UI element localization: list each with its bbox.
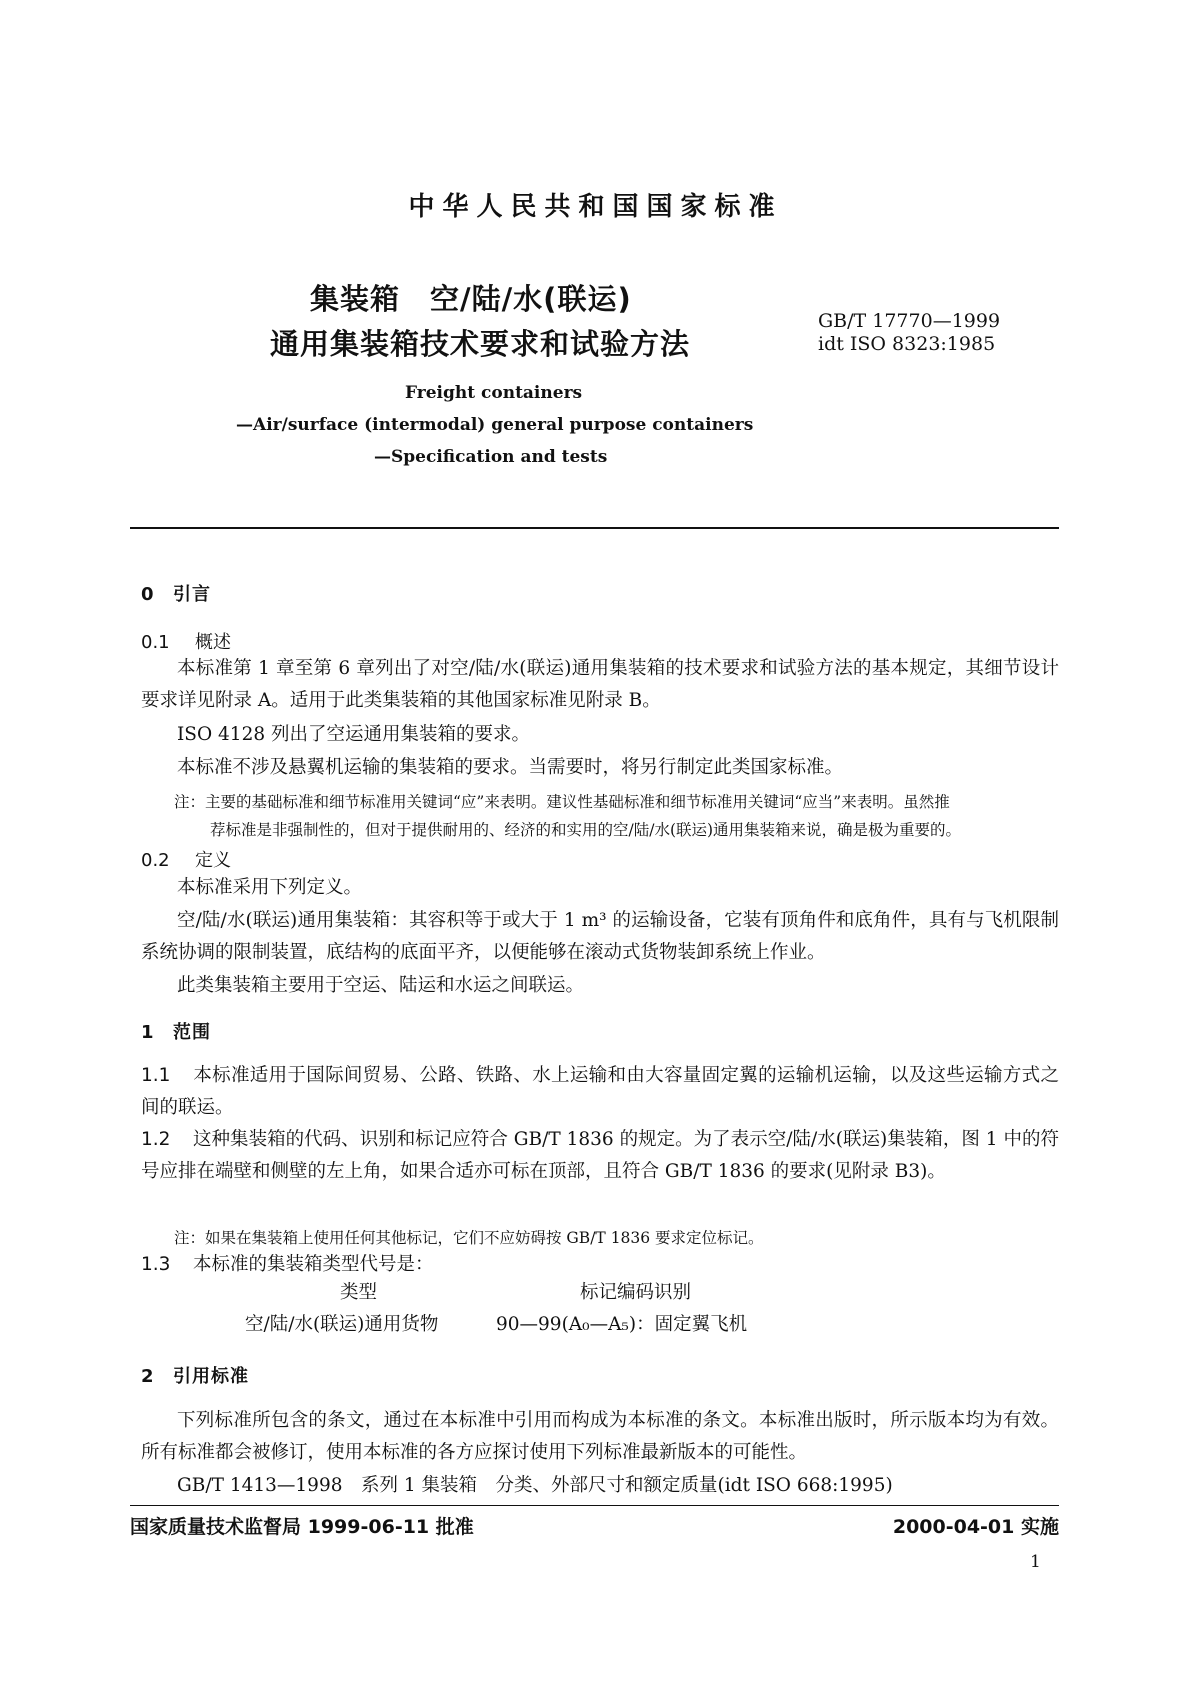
clause-0-1-heading xyxy=(141,628,231,654)
normative-references-paragraph: 下列标准所包含的条文，通过在本标准中引用而构成为本标准的条文。本标准出版时，所示版本均为有效。所有标准都会被修订，使用本标准的各方应探讨使用下列标准最新版本的可能性。 xyxy=(141,1410,1059,1463)
normative-reference-item: GB/T 1413—1998 系列 1 集装箱 分类、外部尺寸和额定质量(idt ISO 668:1995) xyxy=(177,1475,893,1496)
clause-1-1 xyxy=(141,1060,1059,1124)
header-divider xyxy=(130,527,1059,529)
clause-text: 本标准的集装箱类型代号是： xyxy=(193,1254,434,1275)
section-number: 1 xyxy=(141,1022,155,1043)
section-1-heading xyxy=(141,1018,211,1044)
iso-equivalence: idt ISO 8323:1985 xyxy=(818,333,996,355)
clause-0-2-heading xyxy=(141,846,231,872)
effective-date: 2000-04-01 实施 xyxy=(892,1516,1059,1538)
type-table-header-type: 类型 xyxy=(340,1282,378,1303)
footer-divider xyxy=(130,1505,1059,1506)
section-title: 范围 xyxy=(173,1022,211,1043)
standard-code: GB/T 17770—1999 xyxy=(818,310,1001,332)
type-table-row-code: 90—99(A₀—A₅)：固定翼飞机 xyxy=(496,1314,748,1335)
definition-paragraph: 空/陆/水(联运)通用集装箱：其容积等于或大于 1 m³ 的运输设备，它装有顶角件和底角件，具有与飞机限制系统协调的限制装置，底结构的底面平齐，以便能够在滚动式货物装卸系统上作业。 xyxy=(141,910,1059,963)
section-number: 0 xyxy=(141,584,155,605)
clause-title: 定义 xyxy=(195,850,231,871)
clause-number: 0.2 xyxy=(141,850,170,871)
clause-1-2 xyxy=(141,1124,1059,1188)
section-number: 2 xyxy=(141,1366,155,1387)
clause-1-2-note: 注：如果在集装箱上使用任何其他标记，它们不应妨碍按 GB/T 1836 要求定位标记。 xyxy=(174,1229,764,1247)
intro-paragraph-2: ISO 4128 列出了空运通用集装箱的要求。 xyxy=(177,724,530,745)
clause-title: 概述 xyxy=(195,632,231,653)
english-title-line-3: —Specification and tests xyxy=(374,447,608,467)
intro-paragraph-3: 本标准不涉及悬翼机运输的集装箱的要求。当需要时，将另行制定此类国家标准。 xyxy=(177,757,844,778)
page-number: 1 xyxy=(1030,1552,1041,1572)
section-2-heading xyxy=(141,1362,249,1388)
definition-intro: 本标准采用下列定义。 xyxy=(177,877,363,898)
clause-number: 1.2 xyxy=(141,1129,171,1150)
type-table-row-type: 空/陆/水(联运)通用货物 xyxy=(245,1314,439,1335)
clause-number: 0.1 xyxy=(141,632,170,653)
clause-number: 1.3 xyxy=(141,1254,171,1275)
clause-1-3 xyxy=(141,1249,1059,1281)
section-title: 引用标准 xyxy=(173,1366,249,1387)
type-table-header-code: 标记编码识别 xyxy=(580,1282,692,1303)
clause-text: 这种集装箱的代码、识别和标记应符合 GB/T 1836 的规定。为了表示空/陆/水(联运)集装箱，图 1 中的符号应排在端壁和侧壁的左上角，如果合适亦可标在顶部，且符合 GB/T 1836 的要求(见附录 B3)。 xyxy=(141,1129,1059,1182)
title-line-1: 集装箱 空/陆/水(联运) xyxy=(310,282,632,316)
definition-note: 此类集装箱主要用于空运、陆运和水运之间联运。 xyxy=(177,975,585,996)
nation-standard-heading: 中华人民共和国国家标准 xyxy=(408,192,783,222)
intro-note-line-2: 荐标准是非强制性的，但对于提供耐用的、经济的和实用的空/陆/水(联运)通用集装箱来说，确是极为重要的。 xyxy=(210,821,962,839)
intro-paragraph-1: 本标准第 1 章至第 6 章列出了对空/陆/水(联运)通用集装箱的技术要求和试验方法的基本规定，其细节设计要求详见附录 A。适用于此类集装箱的其他国家标准见附录 B。 xyxy=(141,658,1059,711)
clause-text: 本标准适用于国际间贸易、公路、铁路、水上运输和由大容量固定翼的运输机运输，以及这些运输方式之间的联运。 xyxy=(141,1065,1059,1118)
clause-number: 1.1 xyxy=(141,1065,171,1086)
intro-note-line-1: 注：主要的基础标准和细节标准用关键词“应”来表明。建议性基础标准和细节标准用关键词“应当”来表明。虽然推 xyxy=(174,793,950,811)
approval-date: 国家质量技术监督局 1999-06-11 批准 xyxy=(130,1516,474,1538)
section-title: 引言 xyxy=(173,584,211,605)
english-title-line-1: Freight containers xyxy=(405,383,583,403)
section-0-heading xyxy=(141,580,211,606)
title-line-2: 通用集装箱技术要求和试验方法 xyxy=(270,327,691,361)
english-title-line-2: —Air/surface (intermodal) general purpose containers xyxy=(236,415,754,435)
